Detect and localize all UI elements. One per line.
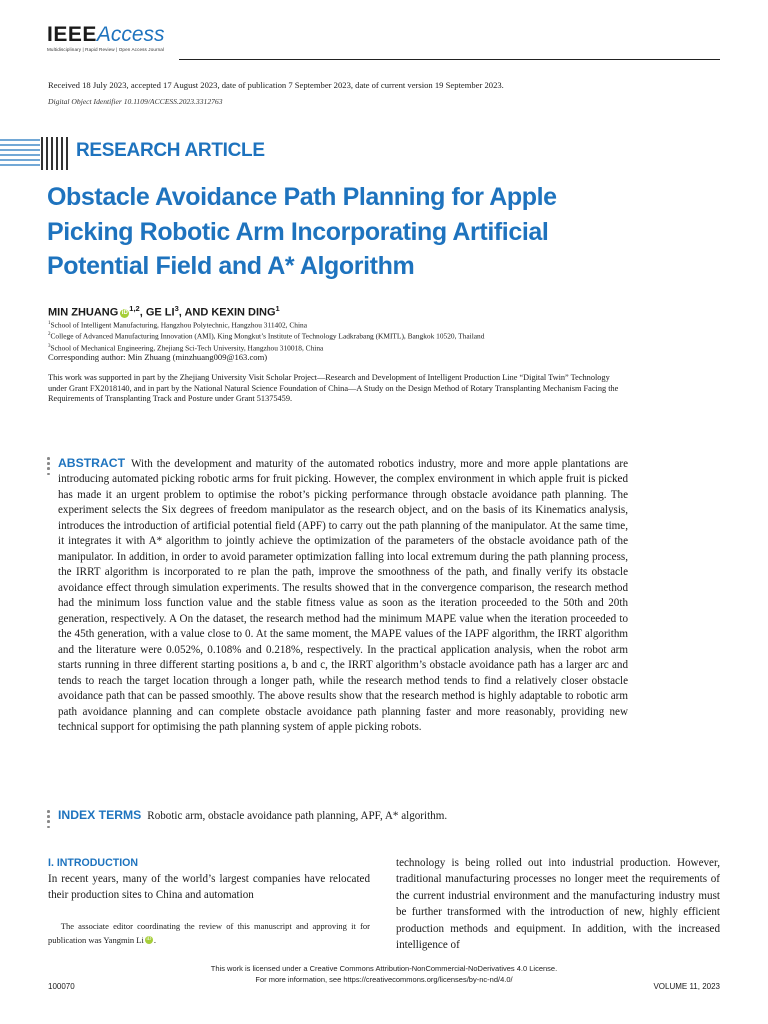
license-link[interactable]: For more information, see https://creativecommons.org/licenses/by-nc-nd/4.0/ <box>255 974 513 984</box>
author-separator: , AND <box>178 306 212 319</box>
abstract-label: ABSTRACT <box>58 456 126 470</box>
logo-tagline: Multidisciplinary | Rapid Review | Open Access Journal <box>47 47 165 52</box>
page-number: 100070 <box>48 982 75 991</box>
abstract-text: With the development and maturity of the automated robotics industry, more and more apple plantations are introducing automated picking robotic arms for fruit picking. However, the complex environment in which apple fruit is picked has made it an urgent problem to optimise the robot’s picking performance through obstacle avoidance path planning. The experiment selects the Six degrees of freedom manipulator as the research object, and on the basis of its Kinematics analysis, introduces the introduction of artificial potential field (APF) to carry out the path planning of the manipulator. At the same time, it integrates it with A* algorithm to jointly achieve the optimization of the parameters of the obstacle avoidance path of the manipulator. In addition, in order to avoid parameter optimization falling into local extremum during the path planning process, the IRRT algorithm is incorporated to re plan the path, improve the smoothness of the path, and finally verify its obstacle avoidance effect through simulation experiments. The results showed that in the convergence comparison, the research method had the minimum loss function value and the stable fitness value as soon as the iteration proceeded to the 50th and 20th generation, respectively. A On the dataset, the research method had the minimum MAPE value when the iteration proceeded to the 45th generation, with a value close to 0. At the same moment, the MAPE values of the IAPF algorithm, the IRRT algorithm and the literature were 0.052%, 0.108% and 0.218%, respectively. In the practical application analysis, when the robot arm starts running in three different starting positions a, b and c, the IRRT algorithm’s obstacle avoidance path has a larger arc and tends to reach the target location through a longer path, while the research method tends to find a relatively closer obstacle avoidance path that can be passed smoothly. The above results show that the research method is highly adaptable to robotic arm path avoidance planning and can complete obstacle avoidance path planning faster and more reasonably, providing new technical support for optimising the path planning system of apple picking robots. <box>58 458 628 734</box>
license-line: This work is licensed under a Creative Commons Attribution-NonCommercial-NoDerivatives 4.0 License. <box>210 964 558 973</box>
intro-left-column: In recent years, many of the world’s largest companies have relocated their production sites to China and automation <box>48 873 370 901</box>
affiliation-number: 2 <box>48 332 51 338</box>
paper-title: Obstacle Avoidance Path Planning for Apple Picking Robotic Arm Incorporating Artificial Potential Field and A* Algorithm <box>47 183 557 280</box>
author-separator: , <box>139 306 146 319</box>
index-terms-label: INDEX TERMS <box>58 808 142 822</box>
banner-bars-icon <box>40 137 72 170</box>
affiliation-text: School of Intelligent Manufacturing, Hangzhou Polytechnic, Hangzhou 311402, China <box>50 320 307 330</box>
author-affil-sup: 3 <box>174 304 179 313</box>
affiliation <box>48 319 484 330</box>
index-dots-icon <box>47 810 51 831</box>
author-affil-sup: 1 <box>275 304 280 313</box>
logo-ieee: IEEE <box>47 23 97 46</box>
affiliation-number: 1 <box>48 321 51 326</box>
editor-note-end: . <box>153 934 156 945</box>
orcid-icon[interactable]: iD <box>146 936 152 942</box>
affiliation-number: 3 <box>48 343 51 349</box>
corresponding-author: Corresponding author: Min Zhuang (minzhuang009@163.com) <box>48 352 268 362</box>
header-rule <box>179 59 720 60</box>
journal-logo <box>47 24 165 52</box>
orcid-icon[interactable]: iD <box>121 309 128 316</box>
affiliation-text: College of Advanced Manufacturing Innovation (AMI), King Mongkut’s Institute of Technology Ladkrabang (KMITL), Bangkok 10520, Thailand <box>50 331 485 341</box>
index-terms <box>58 808 628 824</box>
funding-statement: This work was supported in part by the Zhejiang University Visit Scholar Project—Research and Development of Intelligent Production Line “Digital Twin” Technology under Grant FX2018140, and in part by the National Natural Science Foundation of China—A Study on the Design Method of Rotary Transplanting Mechanism Facing the Requirements of Transplanting Track and Posture under Grant 51375459. <box>48 373 619 403</box>
logo-access: Access <box>96 23 165 46</box>
intro-right-column: technology is being rolled out into industrial production. However, traditional manufacturing processes no longer meet the requirements of the current industrial environment and the manufacturing industry must be further transformed with the introduction of new, highly efficient production methods and equipment. In addition, with the increased intelligence of <box>396 857 720 952</box>
volume-info: VOLUME 11, 2023 <box>653 982 720 991</box>
index-terms-text: Robotic arm, obstacle avoidance path planning, APF, A* algorithm. <box>147 810 448 822</box>
banner-lines-icon <box>0 135 40 172</box>
article-type-label: RESEARCH ARTICLE <box>76 140 265 161</box>
affiliation-text: School of Mechanical Engineering, Zhejiang Sci-Tech University, Hangzhou 310018, China <box>50 343 324 353</box>
author-affil-sup: 1,2 <box>129 304 140 313</box>
editor-note <box>48 920 370 948</box>
abstract <box>58 456 628 736</box>
affiliations <box>48 319 484 353</box>
author-name[interactable]: GE LI <box>145 306 175 319</box>
affiliation <box>48 330 484 341</box>
author-list <box>48 304 280 319</box>
publication-dates: Received 18 July 2023, accepted 17 August 2023, date of publication 7 September 2023, date of current version 19 September 2023. <box>48 80 504 90</box>
abstract-dots-icon <box>47 457 51 478</box>
author-name[interactable]: MIN ZHUANG <box>48 306 119 319</box>
editor-note-text: The associate editor coordinating the review of this manuscript and approving it for publication was Yangmin Li <box>48 921 370 945</box>
section-heading: I. INTRODUCTION <box>48 857 139 869</box>
doi: Digital Object Identifier 10.1109/ACCESS.2023.3312763 <box>48 97 223 106</box>
author-name[interactable]: KEXIN DING <box>211 306 276 319</box>
